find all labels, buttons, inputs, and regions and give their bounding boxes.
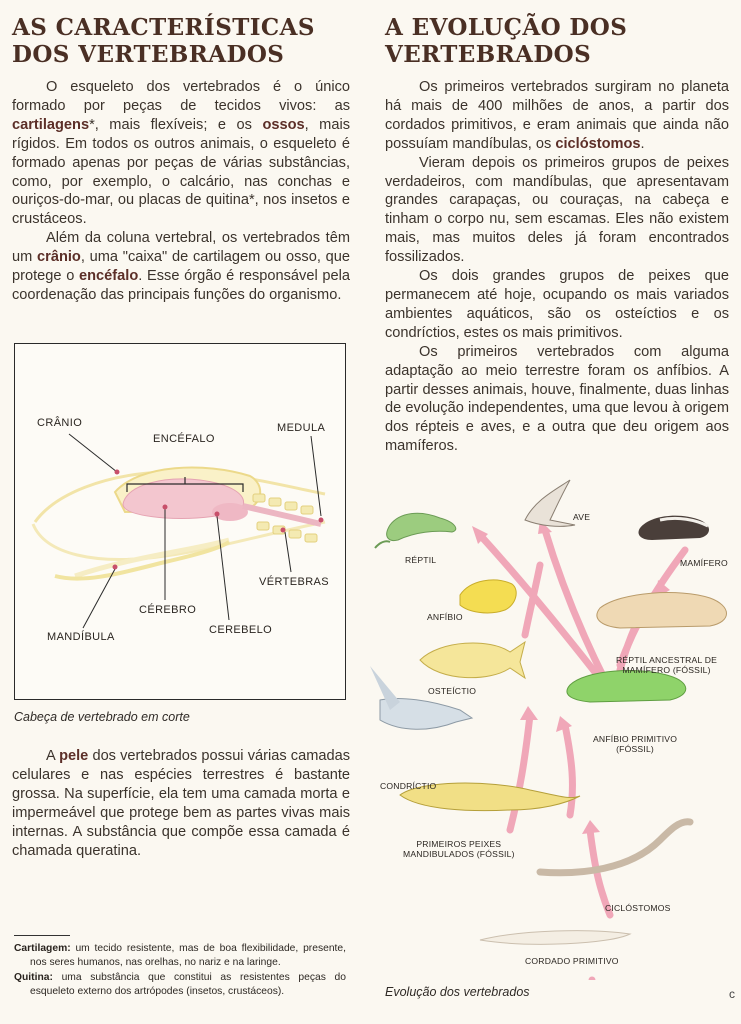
label-cranio: CRÂNIO bbox=[37, 417, 83, 429]
vertebrate-head-figure bbox=[14, 343, 346, 700]
label-condrictio: CONDRÍCTIO bbox=[380, 781, 437, 791]
left-paragraph-1: O esqueleto dos vertebrados é o único formado por peças de tecidos vivos: as cartilagens*, mais flexíveis; e os ossos, mais rígidos. Em todos os outros animais, o esqueleto é formado apenas por peças de várias substâncias, como, por exemplo, o calcário, nas conchas e ouriços-do-mar, ou placas de quitina*, nos insetos e crustáceos. bbox=[12, 79, 350, 228]
label-ciclostomos: CICLÓSTOMOS bbox=[605, 903, 671, 913]
label-reptil-ancestral: RÉPTIL ANCESTRAL DE MAMÍFERO (FÓSSIL) bbox=[616, 655, 718, 675]
head-section-illustration bbox=[15, 344, 345, 699]
right-paragraph-1: Os primeiros vertebrados surgiram no planeta há mais de 400 milhões de anos, a partir dos cordados primitivos, e eram animais que ainda não possuíam mandíbulas, os ciclóstomos. bbox=[385, 79, 729, 152]
label-cordado-primitivo: CORDADO PRIMITIVO bbox=[525, 956, 619, 966]
evolution-figure bbox=[360, 470, 741, 980]
evolution-illustration bbox=[360, 470, 741, 980]
footnote-quitina: Quitina: uma substância que constitui as resistentes peças do esqueleto externo dos artrópodes (insetos, crustáceos). bbox=[14, 972, 346, 997]
label-medula: MEDULA bbox=[277, 422, 326, 434]
left-title-line-2: DOS VERTEBRADOS bbox=[12, 41, 285, 68]
footnotes bbox=[14, 942, 346, 1000]
label-osteictio: OSTEÍCTIO bbox=[428, 686, 477, 696]
label-ave: AVE bbox=[573, 512, 591, 522]
label-primeiros-peixes: PRIMEIROS PEIXES MANDIBULADOS (FÓSSIL) bbox=[403, 839, 515, 859]
label-cerebelo: CEREBELO bbox=[209, 624, 273, 636]
right-column bbox=[385, 14, 729, 456]
label-encefalo: ENCÉFALO bbox=[153, 433, 215, 445]
right-title-line-2: VERTEBRADOS bbox=[385, 41, 592, 68]
label-anfibio: ANFÍBIO bbox=[427, 612, 463, 622]
right-paragraph-3: Os dois grandes grupos de peixes que permanecem até hoje, ocupando os mais variados ambientes aquáticos, são os osteíctios e os condríctios, estes os mais primitivos. bbox=[385, 268, 729, 341]
left-column bbox=[12, 14, 350, 305]
right-section-title bbox=[385, 14, 729, 68]
right-title-line-1: A EVOLUÇÃO DOS bbox=[385, 14, 628, 41]
evolution-figure-caption: Evolução dos vertebrados bbox=[385, 985, 530, 999]
left-title-line-1: AS CARACTERÍSTICAS bbox=[12, 14, 315, 41]
right-paragraph-4: Os primeiros vertebrados com alguma adaptação ao meio terrestre foram os anfíbios. A partir desses animais, houve, finalmente, duas linhas de evolução independentes, uma que levou à origem dos répteis e aves, e a outra que deu origem aos mamíferos. bbox=[385, 343, 729, 455]
left-paragraph-2: Além da coluna vertebral, os vertebrados têm um crânio, uma "caixa" de cartilagem ou osso, que protege o encéfalo. Esse órgão é responsável pela coordenação das principais funções do organismo. bbox=[12, 230, 350, 303]
label-mamifero: MAMÍFERO bbox=[680, 558, 728, 568]
footnote-cartilagem: Cartilagem: um tecido resistente, mas de boa flexibilidade, presente, nos seres humanos, nas orelhas, no nariz e na laringe. bbox=[14, 943, 346, 968]
left-lower-text bbox=[12, 747, 350, 860]
left-section-title bbox=[12, 14, 350, 68]
label-vertebras: VÉRTEBRAS bbox=[259, 576, 330, 588]
right-paragraph-2: Vieram depois os primeiros grupos de peixes verdadeiros, com mandíbulas, que apresentavam grandes carapaças, ou couraças, na cabeça e tinham o corpo nu, sem escamas. Eles não existem mais, mas muitos deles já foram encontrados fossilizados. bbox=[385, 154, 729, 266]
label-anfibio-primitivo: ANFÍBIO PRIMITIVO (FÓSSIL) bbox=[593, 734, 678, 754]
label-mandibula: MANDÍBULA bbox=[47, 631, 115, 643]
left-paragraph-3: A pele dos vertebrados possui várias camadas celulares e nas espécies terrestres é bastante grossa. Na superfície, ela tem uma camada morta e impermeável que protege bem as partes vivas mais internas. A substância que compõe essa camada é chamada queratina. bbox=[12, 748, 351, 859]
label-cerebro: CÉREBRO bbox=[139, 604, 197, 616]
page-edge-mark: c bbox=[729, 987, 735, 1001]
head-figure-caption: Cabeça de vertebrado em corte bbox=[14, 710, 190, 724]
label-reptil: RÉPTIL bbox=[405, 555, 437, 565]
footnote-divider bbox=[14, 935, 70, 936]
